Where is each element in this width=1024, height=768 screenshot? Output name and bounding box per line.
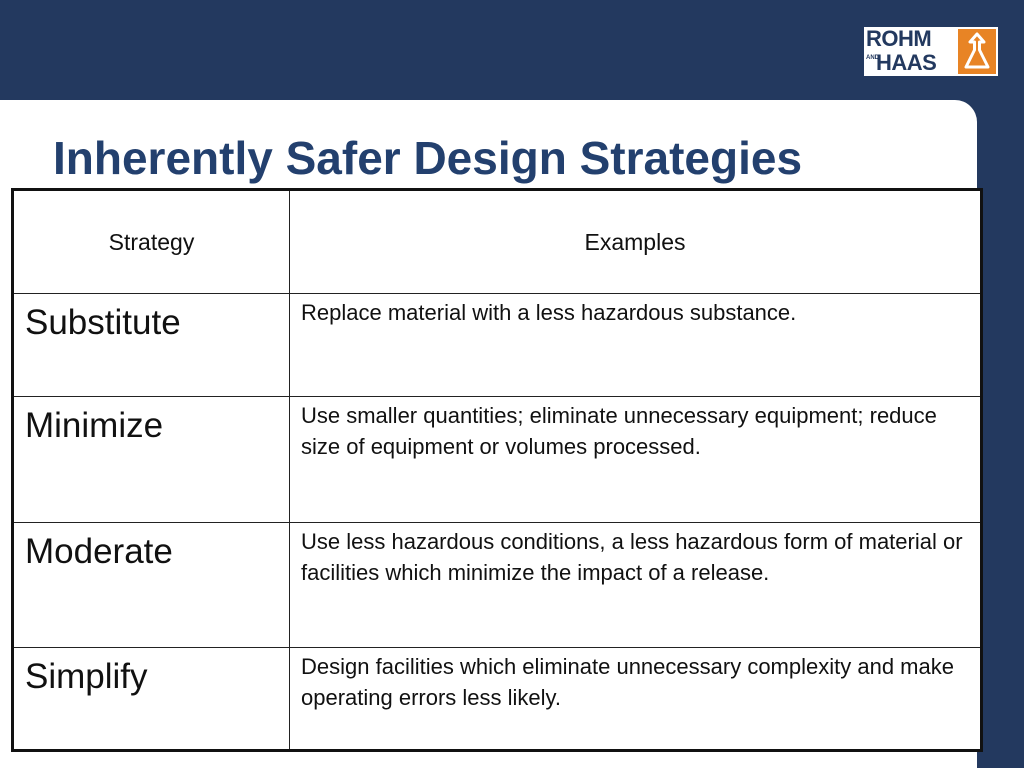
flask-arrow-icon: [958, 29, 996, 74]
header-strategy: [13, 190, 290, 294]
example-cell: Design facilities which eliminate unnecessary complexity and make operating errors less likely.: [290, 648, 982, 751]
table-row: [13, 523, 982, 648]
strategy-cell: Moderate: [13, 523, 290, 648]
logo-word-rohm: ROHM: [866, 26, 932, 51]
strategy-cell: Simplify: [13, 648, 290, 751]
example-cell: Use less hazardous conditions, a less hazardous form of material or facilities which minimize the impact of a release.: [290, 523, 982, 648]
table-header-row: [13, 190, 982, 294]
example-cell: Use smaller quantities; eliminate unnecessary equipment; reduce size of equipment or volumes processed.: [290, 397, 982, 523]
table-row: [13, 397, 982, 523]
header-examples-label: Examples: [584, 228, 686, 255]
slide-title: Inherently Safer Design Strategies: [53, 132, 803, 184]
strategy-cell: Substitute: [13, 294, 290, 397]
table-row: [13, 294, 982, 397]
logo-word-haas: HAAS: [876, 50, 937, 75]
strategy-cell: Minimize: [13, 397, 290, 523]
header-strategy-label: Strategy: [108, 228, 195, 255]
example-cell: Replace material with a less hazardous substance.: [290, 294, 982, 397]
table-row: [13, 648, 982, 751]
logo-word-and: AND: [866, 55, 879, 61]
rohm-and-haas-logo: [864, 27, 998, 76]
strategy-table: [11, 188, 983, 752]
header-examples: [290, 190, 982, 294]
